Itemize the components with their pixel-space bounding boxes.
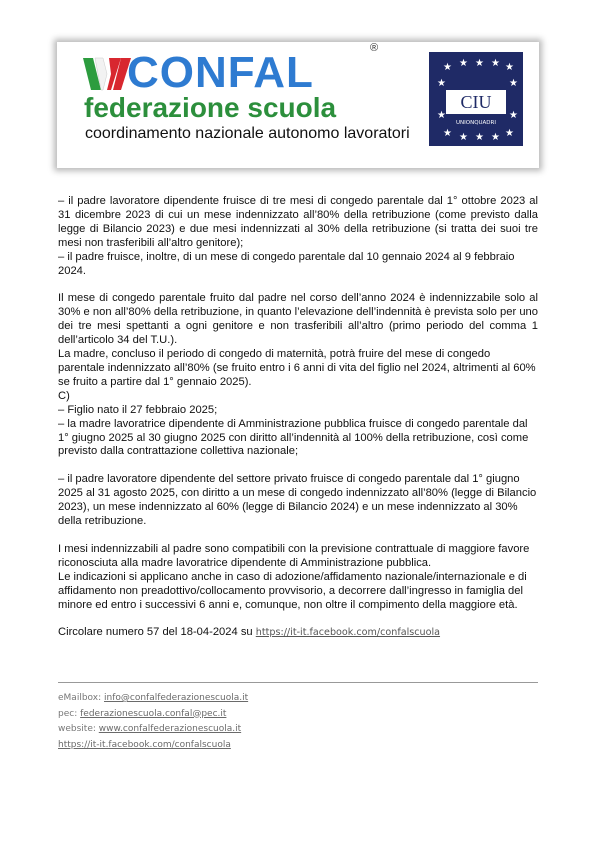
- paragraph: – il padre lavoratore dipendente del settore privato fruisce di congedo parentale dal 1° giugno 2025 al 31 agosto 2025, con diritto a un mese di congedo indennizzato all’80% (legge di Bilancio 2023), un mese indennizzato al 60% (legge di Bilancio 2024) e un mese indennizzato al 30% della retribuzione.: [58, 473, 537, 528]
- svg-text:★: ★: [509, 110, 518, 121]
- badge-label: CIU: [460, 92, 492, 112]
- circolare-text: Circolare numero 57 del 18-04-2024 su: [58, 626, 253, 639]
- footer-contacts: [58, 682, 538, 753]
- website-link[interactable]: www.confalfederazionescuola.it: [98, 724, 242, 734]
- svg-text:★: ★: [459, 132, 468, 143]
- paragraph: – Figlio nato il 27 febbraio 2025;: [58, 403, 218, 416]
- paragraph: La madre, concluso il periodo di congedo di maternità, potrà fruire del mese di congedo parentale indennizzato all’80% (se fruito entro i 6 anni di vita del figlio nel 2024, altrimenti al 60% se fruito a partire dal 1° gennaio 2025).: [58, 348, 536, 388]
- brand-tagline: coordinamento nazionale autonomo lavoratori: [85, 125, 410, 142]
- italian-flag-logo: [81, 54, 133, 94]
- svg-text:★: ★: [475, 58, 484, 69]
- paragraph: Le indicazioni si applicano anche in caso di adozione/affidamento nazionale/internazionale e di affidamento non preadottivo/collocamento provvisorio, a decorrere dall’ingresso in famiglia del minore ed entro i successivi 6 anni e, comunque, non oltre il compimento della maggiore età.: [58, 570, 527, 611]
- email-link[interactable]: info@confalfederazionescuola.it: [104, 693, 249, 703]
- svg-text:★: ★: [443, 128, 452, 139]
- letterhead: [57, 42, 539, 168]
- paragraph: – la madre lavoratrice dipendente di Amministrazione pubblica fruisce di congedo parentale dal 1° giugno 2025 al 30 giugno 2025 con diritto all’indennità al 100% della retribuzione, così come previsto dalla contrattazione collettiva nazionale;: [58, 417, 529, 458]
- svg-text:★: ★: [437, 78, 446, 89]
- paragraph: – il padre fruisce, inoltre, di un mese di congedo parentale dal 10 gennaio 2024 al 9 febbraio 2024.: [58, 250, 515, 277]
- svg-text:★: ★: [505, 128, 514, 139]
- badge-sublabel: UNIONQUADRI: [455, 120, 497, 126]
- svg-text:★: ★: [459, 58, 468, 69]
- svg-text:★: ★: [443, 62, 452, 73]
- circolare-line: [58, 626, 538, 640]
- paragraph: I mesi indennizzabili al padre sono compatibili con la previsione contrattuale di maggiore favore riconosciuta alla madre lavoratrice dipendente di Amministrazione pubblica.: [58, 542, 530, 569]
- footer-website-row: [58, 722, 538, 738]
- svg-text:★: ★: [491, 58, 500, 69]
- svg-text:★: ★: [505, 62, 514, 73]
- brand-subtitle: federazione scuola: [84, 92, 337, 123]
- footer-facebook-row: [58, 738, 538, 754]
- paragraph: Il mese di congedo parentale fruito dal padre nel corso dell’anno 2024 è indennizzabile solo al 30% e non all’80% della retribuzione, in quanto l’elevazione dell’indennità è prevista solo per uno dei tre mesi spettanti a ogni genitore e non trasferibili all’altro (primo periodo del comma 1 dell’articolo 34 del T.U.).: [58, 292, 538, 347]
- paragraph: – il padre lavoratore dipendente fruisce di tre mesi di congedo parentale dal 1° ottobre 2023 al 31 dicembre 2023 di cui un mese indennizzato all’80% della retribuzione (come previsto dalla legge di Bilancio 2023) e due mesi indennizzati al 30% della retribuzione (si tratta dei suoi tre mesi non trasferibili all’altro genitore);: [58, 195, 538, 249]
- article-body: [58, 195, 538, 640]
- email-label: eMailbox:: [58, 693, 102, 703]
- section-label: C): [58, 389, 70, 402]
- svg-text:★: ★: [437, 110, 446, 121]
- svg-text:★: ★: [491, 132, 500, 143]
- svg-text:★: ★: [475, 132, 484, 143]
- facebook-link[interactable]: https://it-it.facebook.com/confalscuola: [255, 627, 441, 639]
- svg-text:★: ★: [509, 78, 518, 89]
- website-label: website:: [58, 724, 96, 734]
- footer-pec-row: [58, 707, 538, 723]
- ciu-badge-logo: [429, 52, 523, 146]
- brand-name: CONFAL: [127, 48, 314, 97]
- pec-label: pec:: [58, 708, 78, 719]
- registered-mark: ®: [370, 42, 379, 54]
- footer-email-row: [58, 691, 538, 707]
- footer-facebook-link[interactable]: https://it-it.facebook.com/confalscuola: [58, 739, 231, 750]
- pec-link[interactable]: federazionescuola.confal@pec.it: [80, 708, 227, 719]
